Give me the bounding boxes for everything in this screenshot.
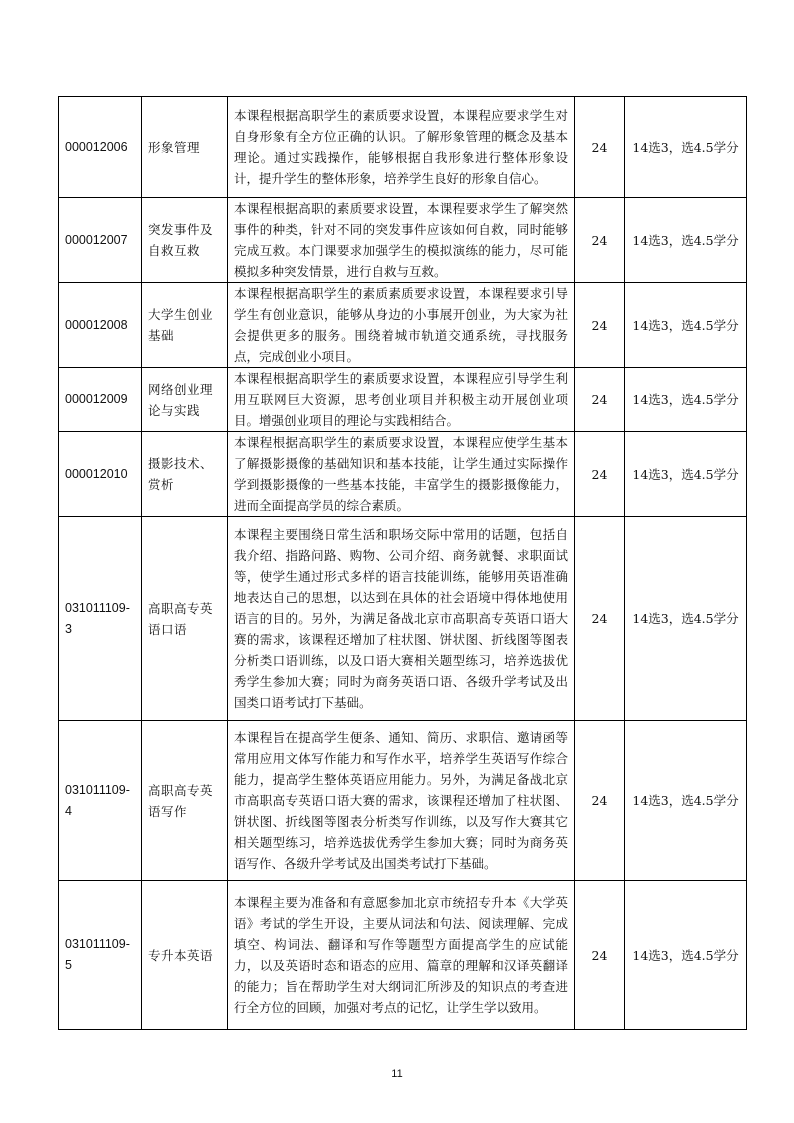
table-row bbox=[59, 97, 747, 198]
course-hours: 24 bbox=[575, 97, 625, 198]
course-name: 大学生创业基础 bbox=[142, 283, 228, 368]
course-name: 形象管理 bbox=[142, 97, 228, 198]
course-hours: 24 bbox=[575, 517, 625, 721]
course-description: 本课程根据高职学生的素质要求设置，本课程应要求学生对自身形象有全方位正确的认识。了解形象管理的概念及基本理论。通过实践操作，能够根据自我形象进行整体形象设计，提升学生的整体形象，培养学生良好的形象自信心。 bbox=[228, 97, 575, 198]
course-credit: 14选3，选4.5学分 bbox=[625, 881, 747, 1030]
table-row bbox=[59, 198, 747, 283]
course-table bbox=[58, 96, 747, 1030]
course-code: 000012008 bbox=[59, 283, 142, 368]
course-credit: 14选3，选4.5学分 bbox=[625, 368, 747, 432]
course-code: 000012007 bbox=[59, 198, 142, 283]
course-name: 突发事件及自救互救 bbox=[142, 198, 228, 283]
course-hours: 24 bbox=[575, 881, 625, 1030]
table-row bbox=[59, 881, 747, 1030]
course-description: 本课程主要为准备和有意愿参加北京市统招专升本《大学英语》考试的学生开设，主要从词法和句法、阅读理解、完成填空、构词法、翻译和写作等题型方面提高学生的应试能力，以及英语时态和语态的应用、篇章的理解和汉译英翻译的能力；旨在帮助学生对大纲词汇所涉及的知识点的考查进行全方位的回顾，加强对考点的记忆，让学生学以致用。 bbox=[228, 881, 575, 1030]
course-hours: 24 bbox=[575, 283, 625, 368]
course-description: 本课程主要围绕日常生活和职场交际中常用的话题，包括自我介绍、指路问路、购物、公司介绍、商务就餐、求职面试等，使学生通过形式多样的语言技能训练，能够用英语准确地表达自己的思想，以达到在具体的社会语境中得体地使用语言的目的。另外，为满足备战北京市高职高专英语口语大赛的需求，该课程还增加了柱状图、饼状图、折线图等图表分析类口语训练，以及口语大赛相关题型练习，培养选拔优秀学生参加大赛；同时为商务英语口语、各级升学考试及出国类口语考试打下基础。 bbox=[228, 517, 575, 721]
course-description: 本课程根据高职的素质要求设置，本课程要求学生了解突然事件的种类，针对不同的突发事件应该如何自救，同时能够完成互救。本门课要求加强学生的模拟演练的能力，尽可能模拟多种突发情景，进行自救与互救。 bbox=[228, 198, 575, 283]
course-credit: 14选3，选4.5学分 bbox=[625, 283, 747, 368]
course-code: 031011109-5 bbox=[59, 881, 142, 1030]
course-description: 本课程根据高职学生的素质要求设置，本课程应引导学生利用互联网巨大资源，思考创业项目并积极主动开展创业项目。增强创业项目的理论与实践相结合。 bbox=[228, 368, 575, 432]
course-name: 高职高专英语写作 bbox=[142, 721, 228, 881]
course-hours: 24 bbox=[575, 198, 625, 283]
table-row bbox=[59, 368, 747, 432]
course-description: 本课程根据高职学生的素质要求设置，本课程应使学生基本了解摄影摄像的基础知识和基本技能，让学生通过实际操作学到摄影摄像的一些基本技能，丰富学生的摄影摄像能力，进而全面提高学员的综合素质。 bbox=[228, 432, 575, 517]
course-description: 本课程旨在提高学生便条、通知、简历、求职信、邀请函等常用应用文体写作能力和写作水平，培养学生英语写作综合能力，提高学生整体英语应用能力。另外，为满足备战北京市高职高专英语口语大赛的需求，该课程还增加了柱状图、饼状图、折线图等图表分析类写作训练，以及写作大赛其它相关题型练习，培养选拔优秀学生参加大赛；同时为商务英语写作、各级升学考试及出国类考试打下基础。 bbox=[228, 721, 575, 881]
course-name: 摄影技术、赏析 bbox=[142, 432, 228, 517]
course-credit: 14选3，选4.5学分 bbox=[625, 97, 747, 198]
table-row bbox=[59, 721, 747, 881]
course-name: 高职高专英语口语 bbox=[142, 517, 228, 721]
course-code: 000012006 bbox=[59, 97, 142, 198]
table-row bbox=[59, 432, 747, 517]
course-code: 000012009 bbox=[59, 368, 142, 432]
course-credit: 14选3，选4.5学分 bbox=[625, 198, 747, 283]
course-credit: 14选3，选4.5学分 bbox=[625, 517, 747, 721]
table-row bbox=[59, 283, 747, 368]
course-hours: 24 bbox=[575, 432, 625, 517]
course-code: 031011109-4 bbox=[59, 721, 142, 881]
course-name: 网络创业理论与实践 bbox=[142, 368, 228, 432]
table-row bbox=[59, 517, 747, 721]
course-code: 031011109-3 bbox=[59, 517, 142, 721]
page-number: 11 bbox=[391, 1068, 403, 1080]
course-code: 000012010 bbox=[59, 432, 142, 517]
course-hours: 24 bbox=[575, 368, 625, 432]
course-credit: 14选3，选4.5学分 bbox=[625, 432, 747, 517]
course-credit: 14选3，选4.5学分 bbox=[625, 721, 747, 881]
course-description: 本课程根据高职学生的素质素质要求设置，本课程要求引导学生有创业意识，能够从身边的小事展开创业，为大家为社会提供更多的服务。围绕着城市轨道交通系统，寻找服务点，完成创业小项目。 bbox=[228, 283, 575, 368]
course-hours: 24 bbox=[575, 721, 625, 881]
course-name: 专升本英语 bbox=[142, 881, 228, 1030]
